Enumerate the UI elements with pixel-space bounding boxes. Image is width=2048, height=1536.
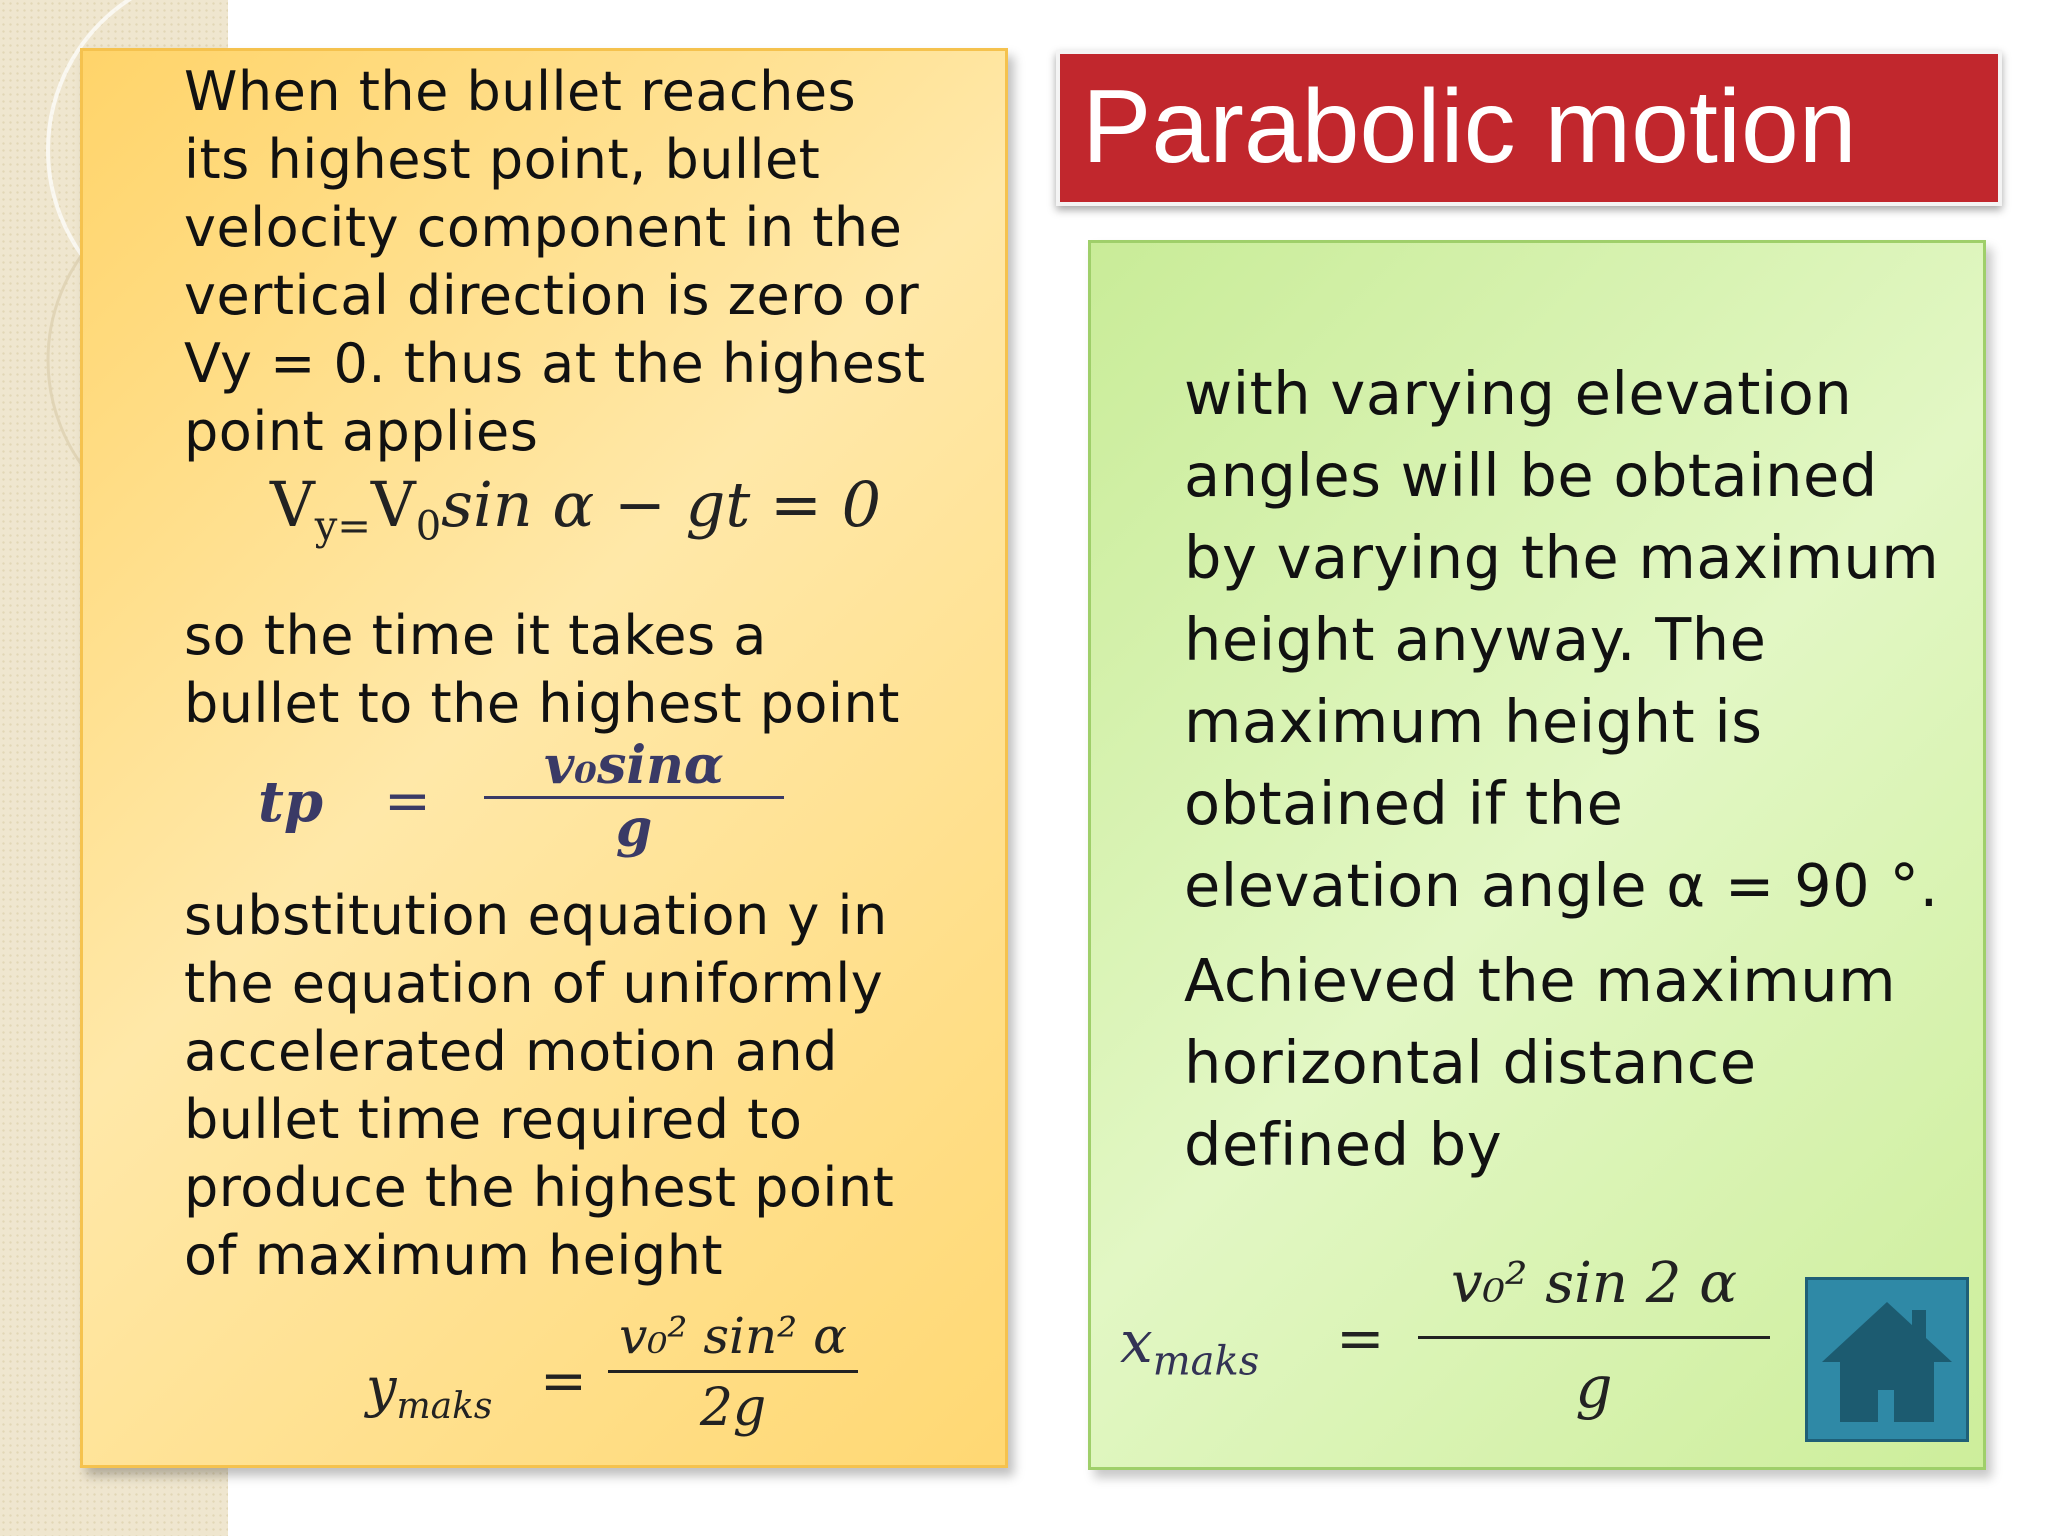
- text-line: so the time it takes a: [184, 604, 767, 667]
- tp-fraction: [484, 736, 784, 859]
- vy-lhs-sub: y=: [314, 503, 371, 550]
- xmax-lhs-var: x: [1120, 1308, 1153, 1376]
- xmax-fraction: [1418, 1232, 1770, 1435]
- text-line: Achieved the maximum: [1184, 946, 1897, 1015]
- slide-title-box: [1056, 50, 2002, 206]
- vy-v0: V: [370, 468, 416, 541]
- text-line: point applies: [184, 400, 539, 463]
- text-line: the equation of uniformly: [184, 952, 884, 1015]
- text-line: accelerated motion and: [184, 1020, 838, 1083]
- ymax-denominator: 2g: [699, 1378, 767, 1438]
- ymax-lhs: [366, 1358, 492, 1437]
- xmax-lhs: [1120, 1310, 1259, 1394]
- slide-title: Parabolic motion: [1082, 69, 1857, 185]
- xmax-lhs-sub: maks: [1152, 1338, 1260, 1385]
- tp-numerator: v₀sinα: [544, 735, 724, 796]
- text-line: bullet time required to: [184, 1088, 803, 1151]
- vy-v0-sub: 0: [415, 503, 442, 550]
- home-icon: [1808, 1280, 1966, 1439]
- text-line: vertical direction is zero or: [184, 264, 920, 327]
- vy-lhs: V: [270, 468, 315, 541]
- text-line: produce the highest point: [184, 1156, 895, 1219]
- tp-lhs: tp: [258, 769, 324, 835]
- text-line: Vy = 0. thus at the highest: [184, 332, 926, 395]
- text-line: When the bullet reaches: [184, 60, 857, 123]
- right-text-paragraph: [1184, 353, 1939, 927]
- left-intro-paragraph: [184, 58, 926, 466]
- text-line: angles will be obtained: [1184, 441, 1878, 510]
- text-line: horizontal distance: [1184, 1028, 1757, 1097]
- text-line: bullet to the highest point: [184, 672, 900, 735]
- text-line: of maximum height: [184, 1224, 724, 1287]
- text-line: height anyway. The: [1184, 605, 1767, 674]
- xmax-numerator: v₀² sin 2 α: [1450, 1251, 1738, 1316]
- text-line: substitution equation y in: [184, 884, 888, 947]
- ymax-lhs-var: y: [366, 1356, 397, 1419]
- right-achieved-paragraph: [1184, 940, 1896, 1186]
- left-time-paragraph: [184, 602, 900, 738]
- vy-formula: [270, 470, 881, 561]
- xmax-denominator: g: [1575, 1353, 1613, 1421]
- text-line: obtained if the: [1184, 769, 1624, 838]
- text-line: maximum height is: [1184, 687, 1763, 756]
- ymax-lhs-sub: maks: [396, 1385, 493, 1427]
- home-button[interactable]: [1805, 1277, 1969, 1442]
- text-line: by varying the maximum: [1184, 523, 1940, 592]
- left-substitution-paragraph: [184, 882, 894, 1290]
- text-line: with varying elevation: [1184, 359, 1853, 428]
- text-line: velocity component in the: [184, 196, 903, 259]
- text-line: defined by: [1184, 1110, 1503, 1179]
- xmax-equals: =: [1336, 1304, 1385, 1372]
- vy-rest: sin α − gt = 0: [441, 468, 882, 541]
- tp-denominator: g: [615, 798, 653, 859]
- text-line: its highest point, bullet: [184, 128, 821, 191]
- text-line: elevation angle α = 90 °.: [1184, 851, 1939, 920]
- ymax-fraction: [608, 1302, 858, 1443]
- tp-equals: =: [384, 769, 431, 834]
- ymax-equals: =: [540, 1349, 587, 1414]
- ymax-numerator: v₀² sin² α: [619, 1307, 847, 1365]
